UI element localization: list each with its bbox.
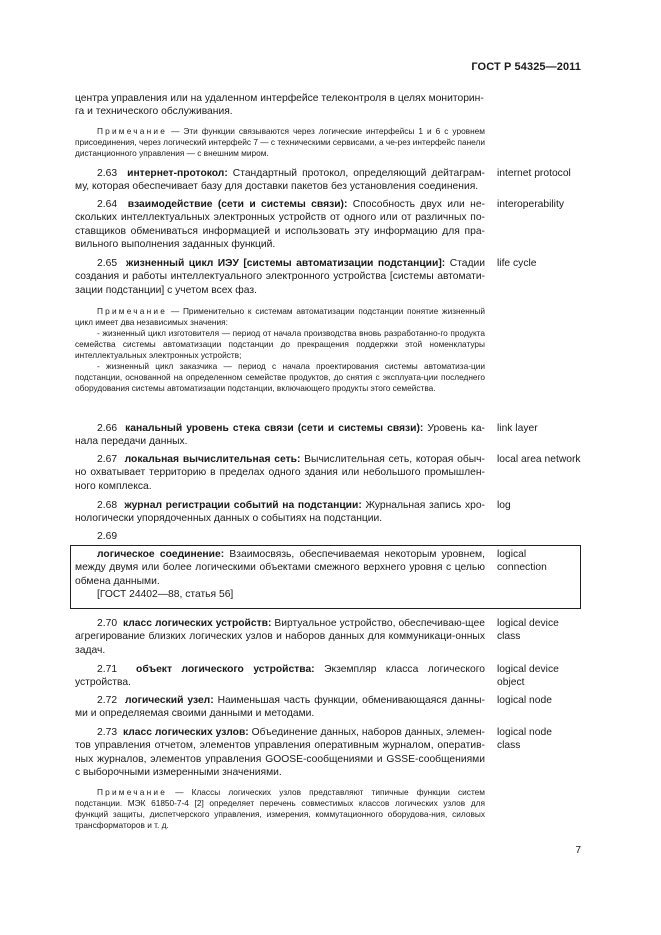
term-definition: Уровень ка-нала передачи данных. <box>75 423 485 448</box>
term-english: link layer <box>497 423 538 434</box>
term-2-72: 2.72 логический узел: Наименьшая часть функции, обменивающаяся данны-ми и определяемая своими данными и методами. <box>75 695 485 720</box>
term-definition: Способность двух или не-скольких интеллектуальных электронных устройств от одного или от различных по-ставщиков обмениваться информацией и использовать эту информацию для пра-вильного выполнения заданных функций. <box>75 199 485 251</box>
note-3 <box>75 787 485 831</box>
term-2-65: 2.65 жизненный цикл ИЭУ [системы автоматизации подстанции]: Стадии создания и работы интеллектуального электронного устройства [системы автомати-зации подстанции] с учетом всех фаз. <box>75 258 485 296</box>
term-definition: Стадии создания и работы интеллектуального электронного устройства [системы автомати-зации подстанции] с учетом всех фаз. <box>75 258 485 296</box>
term-title: логическое соединение: <box>97 549 225 560</box>
term-english: life cycle <box>497 258 537 269</box>
term-2-66: 2.66 канальный уровень стека связи (сети и системы связи): Уровень ка-нала передачи данных. <box>75 423 485 448</box>
note-label: Примечание <box>97 787 168 797</box>
term-definition: Стандартный протокол, определяющий дейтаграм-му, которая обеспечивает базу для доставки пакетов без установления соединения. <box>75 168 485 193</box>
note-item: - жизненный цикл заказчика — период с начала проектирования системы автоматиза-ции подстанции, основанной на определенном семействе продуктов, до снятия с эксплуата-ции последнего оборудования системы автоматизации подстанции, включающего продукты этого семейства. <box>75 361 485 393</box>
term-title: журнал регистрации событий на подстанции: <box>124 500 362 511</box>
term-english: logical connection <box>497 549 547 574</box>
term-title: логический узел: <box>124 695 214 706</box>
term-english: local area network <box>497 454 581 465</box>
term-english: log <box>497 500 511 511</box>
term-title: объект логического устройства: <box>136 664 315 675</box>
document-code: ГОСТ Р 54325—2011 <box>471 61 581 73</box>
term-english: logical device object <box>497 664 559 689</box>
term-english: logical node <box>497 695 552 706</box>
term-2-64: 2.64 взаимодействие (сети и системы связи): Способность двух или не-скольких интеллектуальных электронных устройств от одного или от различных по-ставщиков обмениваться информацией и использовать эту информацию для пра-вильного выполнения заданных функций. <box>75 199 485 251</box>
term-2-68: 2.68 журнал регистрации событий на подстанции: Журнальная запись хро-нологически упорядоченных данных о событиях на подстанции. <box>75 500 485 525</box>
page-number: 7 <box>575 845 581 856</box>
note-item: - жизненный цикл изготовителя — период от начала производства вновь разработанно-го продукта семейства системы автоматизации подстанции до прекращения поддержки этой номенклатуры интеллектуальных электронных устройств; <box>75 328 485 360</box>
term-title: класс логических узлов: <box>122 727 249 738</box>
term-english: internet protocol <box>497 168 571 179</box>
term-definition: Объединение данных, наборов данных, элемен-тов управления отчетом, элементов управления оперативным журналом, оператив-ных журналов, элементов управления GOOSE-сообщениями и GSSE-сообщениями с выборочными измеренными значениями. <box>75 727 485 779</box>
term-title: локальная вычислительная сеть: <box>124 454 301 465</box>
term-definition: Вычислительная сеть, которая обыч-но охватывает территорию в пределах одного здания или небольшого промышлен-ного комплекса. <box>75 454 485 492</box>
term-definition: Экземпляр класса логического устройства. <box>75 664 485 689</box>
note-2: Примечание — Применительно к системам автоматизации подстанции понятие жизненный цикл имеет два независимых значения: - жизненный цикл изготовителя — период от начала производства вновь разработанно-го продукта семейства системы автоматизации подстанции до прекращения поддержки этой номенклатуры интеллектуальных электронных устройств; - жизненный цикл заказчика — период с начала проектирования системы автоматиза-ции подстанции, основанной на определенном семействе продуктов, до снятия с эксплуата-ции последнего оборудования системы автоматизации подстанции, включающего продукты этого семейства. <box>75 306 485 393</box>
term-definition: Виртуальное устройство, обеспечиваю-щее агрегирование близких логических узлов и наборов данных для коммуникаци-онных задач. <box>75 618 485 656</box>
term-2-69 <box>75 548 485 602</box>
note-label: Примечание <box>97 306 168 316</box>
note-text: — Классы логических узлов представляют типичные функции систем подстанции. МЭК 61850-7-4 [2] определяет перечень совместимых классов логических узлов для функций защиты, диспетчерского управления, измерения, коммутационного оборудова-ния, силовых трансформаторов и т. д. <box>75 787 485 830</box>
term-english: interoperability <box>497 199 564 210</box>
term-2-63: 2.63 интернет-протокол: Стандартный протокол, определяющий дейтаграм-му, которая обеспечивает базу для доставки пакетов без установления соединения. <box>75 168 485 193</box>
note-1 <box>75 126 485 159</box>
term-title: взаимодействие (сети и системы связи): <box>127 199 348 210</box>
term-title: канальный уровень стека связи (сети и системы связи): <box>125 423 424 434</box>
term-title: интернет-протокол: <box>127 168 228 179</box>
term-definition: Журнальная запись хро-нологически упорядоченных данных о событиях на подстанции. <box>75 500 485 525</box>
note-text: — Эти функции связываются через логические интерфейсы 1 и 6 с уровнем присоединения, через логический интерфейс 7 — с техническими сервисами, а че-рез интерфейс панели дистанционного управления — с внешним миром. <box>75 126 485 158</box>
term-english: logical node class <box>497 727 552 752</box>
term-definition: Наименьшая часть функции, обменивающаяся данны-ми и определяемая своими данными и методами. <box>75 695 485 720</box>
term-2-73: 2.73 класс логических узлов: Объединение данных, наборов данных, элемен-тов управления отчетом, элементов управления оперативным журналом, оператив-ных журналов, элементов управления GOOSE-сообщениями и GSSE-сообщениями с выборочными измеренными значениями. <box>75 727 485 779</box>
term-2-67: 2.67 локальная вычислительная сеть: Вычислительная сеть, которая обыч-но охватывает территорию в пределах одного здания или небольшого промышлен-ного комплекса. <box>75 454 485 492</box>
intro-paragraph: центра управления или на удаленном интерфейсе телеконтроля в целях мониторин- га и технического обслуживания. <box>75 93 484 118</box>
term-title: жизненный цикл ИЭУ [системы автоматизации подстанции]: <box>126 258 446 269</box>
term-2-69-number: 2.69 <box>97 531 118 542</box>
term-2-70: 2.70 класс логических устройств: Виртуальное устройство, обеспечиваю-щее агрегирование близких логических узлов и наборов данных для коммуникаци-онных задач. <box>75 618 485 656</box>
term-definition: Взаимосвязь, обеспечиваемая некоторым уровнем, между двумя или более логическими объектами смежного верхнего уровня с целью обмена данными. <box>75 549 485 587</box>
term-english: logical device class <box>497 618 559 643</box>
term-reference: [ГОСТ 24402—88, статья 56] <box>97 589 234 601</box>
note-label: Примечание <box>97 126 168 136</box>
term-2-71: 2.71 объект логического устройства: Экземпляр класса логического устройства. <box>75 664 485 689</box>
term-title: класс логических устройств: <box>122 618 272 629</box>
